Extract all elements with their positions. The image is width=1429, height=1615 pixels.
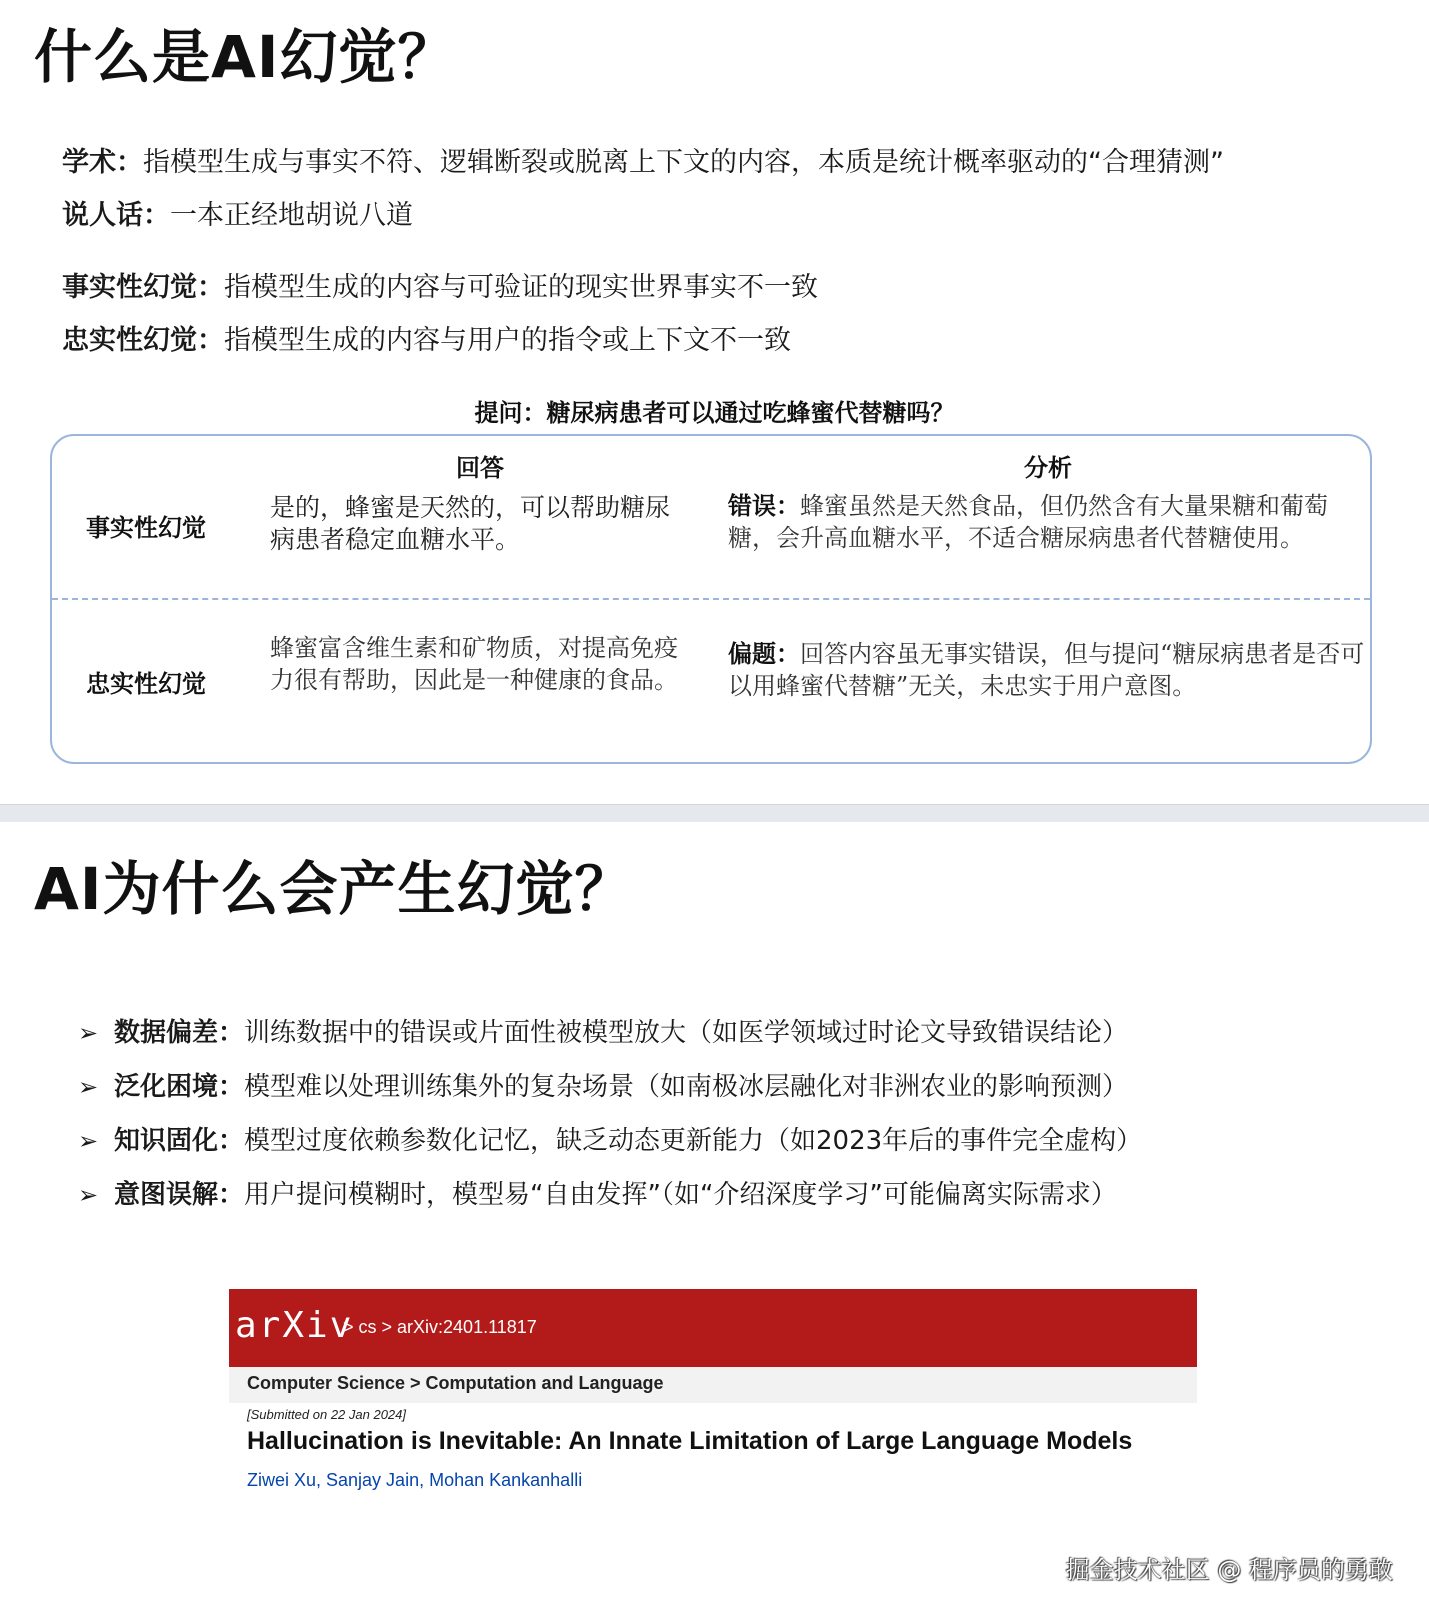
academic-definition	[62, 140, 1224, 179]
bullet-label: 数据偏差：	[114, 1018, 245, 1048]
watermark: 掘金技术社区 @ 程序员的勇敢	[1065, 1556, 1393, 1584]
slide-separator	[0, 804, 1429, 823]
answer-factual: 是的，蜂蜜是天然的，可以帮助糖尿病患者稳定血糖水平。	[270, 493, 671, 554]
bullet-label: 意图误解：	[114, 1180, 245, 1210]
arxiv-submitted-date: [Submitted on 22 Jan 2024]	[247, 1407, 407, 1422]
answer-faithful: 蜂蜜富含维生素和矿物质，对提高免疫力很有帮助，因此是一种健康的食品。	[270, 634, 678, 694]
bullet-item	[78, 1066, 1128, 1103]
arxiv-authors-link[interactable]: Ziwei Xu, Sanjay Jain, Mohan Kankanhalli	[247, 1470, 583, 1490]
arxiv-screenshot	[229, 1289, 1197, 1519]
example-question: 提问：糖尿病患者可以通过吃蜂蜜代替糖吗？	[474, 399, 955, 427]
arxiv-paper-title: Hallucination is Inevitable: An Innate Limitation of Large Language Models	[247, 1427, 1133, 1455]
arxiv-header-bar	[229, 1289, 1197, 1367]
row-label-factual: 事实性幻觉	[86, 514, 206, 542]
bullet-text: 模型难以处理训练集外的复杂场景（如南极冰层融化对非洲农业的影响预测）	[244, 1072, 1129, 1102]
academic-label: 学术：	[62, 147, 143, 178]
academic-text: 指模型生成与事实不符、逻辑断裂或脱离上下文的内容，本质是统计概率驱动的“合理猜测”	[143, 147, 1224, 178]
bullet-item	[78, 1174, 1117, 1211]
factual-definition	[62, 265, 818, 304]
analysis-label: 偏题：	[728, 640, 800, 668]
comparison-table	[50, 434, 1372, 764]
analysis-faithful	[728, 638, 1368, 702]
plain-label: 说人话：	[62, 200, 170, 231]
factual-label: 事实性幻觉：	[62, 272, 224, 303]
bullet-label: 知识固化：	[114, 1126, 245, 1156]
arrow-right-icon: ➢	[78, 1181, 99, 1209]
arxiv-subject-bar	[229, 1367, 1197, 1403]
arrow-right-icon: ➢	[78, 1127, 99, 1155]
slide-why-hallucination	[0, 822, 1429, 1615]
slide-what-is-hallucination	[0, 0, 1429, 804]
plain-definition	[62, 193, 413, 232]
bullet-item	[78, 1120, 1142, 1157]
arxiv-logo[interactable]: arXiv	[235, 1305, 354, 1346]
bullet-item	[78, 1012, 1128, 1049]
bullet-label: 泛化困境：	[114, 1072, 245, 1102]
analysis-column-header: 分析	[1024, 454, 1072, 482]
arrow-right-icon: ➢	[78, 1019, 99, 1047]
analysis-text: 蜂蜜虽然是天然食品，但仍然含有大量果糖和葡萄糖，会升高血糖水平，不适合糖尿病患者代替糖使用。	[728, 492, 1328, 552]
arxiv-subject: Computer Science > Computation and Language	[247, 1373, 664, 1393]
analysis-label: 错误：	[728, 492, 800, 520]
bullet-text: 训练数据中的错误或片面性被模型放大（如医学领域过时论文导致错误结论）	[244, 1018, 1129, 1048]
analysis-factual	[728, 490, 1368, 554]
arrow-right-icon: ➢	[78, 1073, 99, 1101]
factual-text: 指模型生成的内容与可验证的现实世界事实不一致	[224, 272, 818, 303]
arxiv-breadcrumb[interactable]: > cs > arXiv:2401.11817	[343, 1317, 537, 1337]
plain-text: 一本正经地胡说八道	[170, 200, 413, 231]
row-divider	[52, 598, 1370, 600]
analysis-text: 回答内容虽无事实错误，但与提问“糖尿病患者是否可以用蜂蜜代替糖”无关，未忠实于用户意图。	[728, 640, 1365, 700]
faithful-label: 忠实性幻觉：	[62, 325, 224, 356]
bullet-text: 模型过度依赖参数化记忆，缺乏动态更新能力（如2023年后的事件完全虚构）	[244, 1126, 1143, 1156]
row-label-faithful: 忠实性幻觉	[86, 670, 206, 698]
bullet-text: 用户提问模糊时，模型易“自由发挥”（如“介绍深度学习”可能偏离实际需求）	[244, 1180, 1117, 1210]
faithful-text: 指模型生成的内容与用户的指令或上下文不一致	[224, 325, 791, 356]
answer-column-header: 回答	[456, 454, 504, 482]
slide-title: AI为什么会产生幻觉？	[34, 855, 634, 923]
faithful-definition	[62, 318, 791, 357]
slide-title: 什么是AI幻觉？	[34, 23, 457, 91]
